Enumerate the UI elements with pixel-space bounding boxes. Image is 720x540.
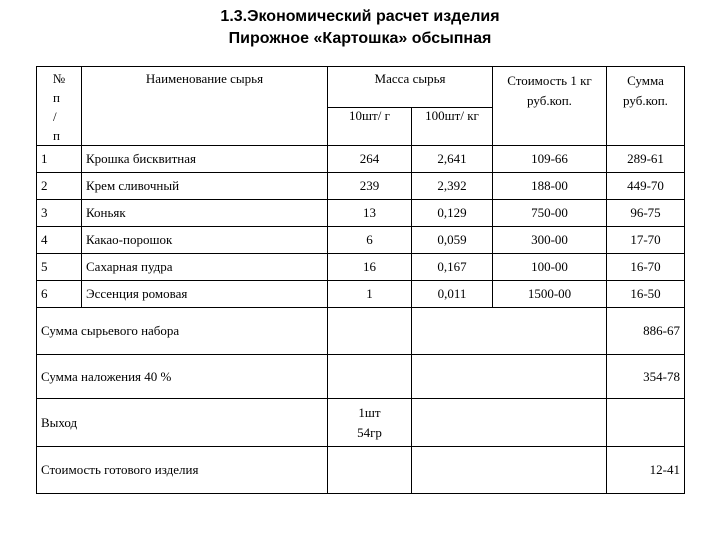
row-mass-100: 0,129 <box>412 200 493 227</box>
row-cost: 109-66 <box>493 146 607 173</box>
row-cost: 100-00 <box>493 254 607 281</box>
header-mass-10: 10шт/ г <box>328 107 412 145</box>
summary-row-raw <box>37 308 685 355</box>
markup-label: Сумма наложения 40 % <box>37 355 328 399</box>
row-number: 6 <box>37 281 82 308</box>
row-sum: 17-70 <box>607 227 685 254</box>
row-mass-10: 264 <box>328 146 412 173</box>
row-name: Сахарная пудра <box>82 254 328 281</box>
row-sum: 449-70 <box>607 173 685 200</box>
final-cost-value: 12-41 <box>607 447 685 494</box>
yield-value: 1шт 54гр <box>328 399 412 447</box>
row-cost: 750-00 <box>493 200 607 227</box>
header-name: Наименование сырья <box>82 67 328 146</box>
row-sum: 16-70 <box>607 254 685 281</box>
row-sum: 96-75 <box>607 200 685 227</box>
row-name: Коньяк <box>82 200 328 227</box>
header-sum: Сумма руб.коп. <box>607 67 685 146</box>
row-number: 1 <box>37 146 82 173</box>
row-mass-10: 239 <box>328 173 412 200</box>
raw-set-label: Сумма сырьевого набора <box>37 308 328 355</box>
row-sum: 16-50 <box>607 281 685 308</box>
row-name: Какао-порошок <box>82 227 328 254</box>
header-mass: Масса сырья <box>328 67 493 108</box>
summary-row-markup <box>37 355 685 399</box>
header-mass-100: 100шт/ кг <box>412 107 493 145</box>
row-number: 5 <box>37 254 82 281</box>
row-name: Крошка бисквитная <box>82 146 328 173</box>
table-row <box>37 173 685 200</box>
row-mass-10: 16 <box>328 254 412 281</box>
header-number: № п / п <box>37 67 82 146</box>
table-row <box>37 227 685 254</box>
row-mass-100: 0,011 <box>412 281 493 308</box>
row-mass-100: 2,392 <box>412 173 493 200</box>
final-cost-label: Стоимость готового изделия <box>37 447 328 494</box>
row-mass-10: 6 <box>328 227 412 254</box>
table-row <box>37 200 685 227</box>
summary-row-yield <box>37 399 685 447</box>
raw-set-value: 886-67 <box>607 308 685 355</box>
row-mass-100: 0,059 <box>412 227 493 254</box>
page-title: 1.3.Экономический расчет изделия <box>220 8 500 25</box>
calculation-table <box>36 66 685 494</box>
markup-value: 354-78 <box>607 355 685 399</box>
row-mass-10: 13 <box>328 200 412 227</box>
header-cost: Стоимость 1 кг руб.коп. <box>493 67 607 146</box>
table-row <box>37 254 685 281</box>
page-subtitle: Пирожное «Картошка» обсыпная <box>228 30 492 47</box>
row-cost: 1500-00 <box>493 281 607 308</box>
row-number: 3 <box>37 200 82 227</box>
table-row <box>37 281 685 308</box>
row-number: 4 <box>37 227 82 254</box>
row-sum: 289-61 <box>607 146 685 173</box>
row-mass-10: 1 <box>328 281 412 308</box>
row-mass-100: 2,641 <box>412 146 493 173</box>
row-cost: 188-00 <box>493 173 607 200</box>
summary-row-final <box>37 447 685 494</box>
row-mass-100: 0,167 <box>412 254 493 281</box>
row-number: 2 <box>37 173 82 200</box>
row-name: Эссенция ромовая <box>82 281 328 308</box>
yield-label: Выход <box>37 399 328 447</box>
row-cost: 300-00 <box>493 227 607 254</box>
row-name: Крем сливочный <box>82 173 328 200</box>
table-row <box>37 146 685 173</box>
